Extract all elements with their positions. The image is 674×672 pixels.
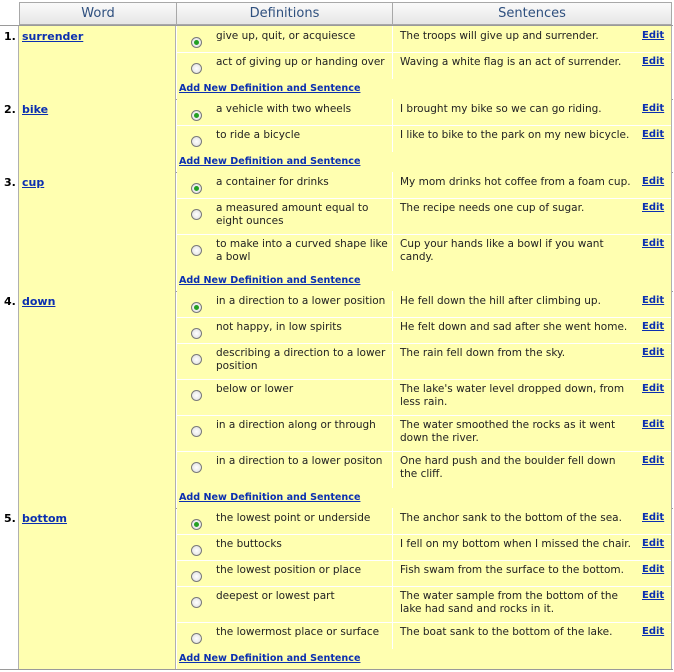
definition-text: in a direction along or through [216, 419, 376, 431]
definition-radio[interactable] [191, 37, 202, 48]
definition-separator [177, 451, 671, 452]
column-separator [392, 125, 393, 152]
add-new-definition-link[interactable]: Add New Definition and Sentence [179, 83, 361, 94]
definition-radio[interactable] [191, 63, 202, 74]
word-entry-row [0, 99, 673, 172]
definition-radio[interactable] [191, 245, 202, 256]
word-cell [19, 172, 176, 291]
definition-text: deepest or lowest part [216, 590, 335, 602]
column-header-word: Word [19, 2, 177, 25]
definition-text: to ride a bicycle [216, 129, 301, 141]
definition-text: in a direction to a lower positon [216, 455, 383, 467]
definition-text: act of giving up or handing over [216, 56, 385, 68]
word-cell [19, 99, 176, 172]
definition-separator [177, 317, 671, 318]
word-entry-row [0, 26, 673, 99]
word-cell [19, 508, 176, 669]
column-separator [392, 415, 393, 451]
column-separator [392, 52, 393, 79]
definition-radio[interactable] [191, 328, 202, 339]
column-separator [392, 622, 393, 649]
definition-radio[interactable] [191, 390, 202, 401]
column-separator [392, 379, 393, 415]
definition-text: the lowermost place or surface [216, 626, 380, 638]
edit-link[interactable]: Edit [642, 103, 665, 114]
definition-separator [177, 379, 671, 380]
definition-text: the lowest point or underside [216, 512, 371, 524]
definition-text: a container for drinks [216, 176, 329, 188]
sentence-text: Cup your hands like a bowl if you want candy. [400, 238, 604, 263]
definition-text: describing a direction to a lower position [216, 347, 386, 372]
edit-link[interactable]: Edit [642, 419, 665, 430]
definitions-cell [177, 26, 672, 99]
word-link[interactable]: bottom [22, 512, 67, 525]
column-separator [392, 343, 393, 379]
definition-radio[interactable] [191, 571, 202, 582]
definition-text: the lowest position or place [216, 564, 362, 576]
edit-link[interactable]: Edit [642, 129, 665, 140]
sentence-text: One hard push and the boulder fell down the cliff. [400, 455, 616, 480]
column-separator [392, 560, 393, 586]
definition-radio[interactable] [191, 209, 202, 220]
word-cell [19, 26, 176, 99]
sentence-text: The boat sank to the bottom of the lake. [400, 626, 613, 638]
definition-text: not happy, in low spirits [216, 321, 342, 333]
edit-link[interactable]: Edit [642, 176, 665, 187]
entry-number: 3. [0, 172, 19, 291]
column-separator [392, 451, 393, 488]
column-separator [392, 586, 393, 622]
column-separator [392, 317, 393, 343]
definition-radio[interactable] [191, 597, 202, 608]
definition-text: the buttocks [216, 538, 282, 550]
column-header-definitions: Definitions [176, 2, 393, 25]
definition-separator [177, 415, 671, 416]
column-separator [392, 291, 393, 317]
sentence-text: I like to bike to the park on my new bicycle. [400, 129, 630, 141]
definition-separator [177, 622, 671, 623]
sentence-text: Fish swam from the surface to the bottom. [400, 564, 624, 576]
definition-separator [177, 560, 671, 561]
definition-separator [177, 343, 671, 344]
column-header-sentences: Sentences [392, 2, 672, 25]
definition-text: a measured amount equal to eight ounces [216, 202, 369, 227]
column-separator [392, 234, 393, 271]
definition-radio[interactable] [191, 462, 202, 473]
definition-separator [177, 534, 671, 535]
definition-text: below or lower [216, 383, 294, 395]
definition-separator [177, 234, 671, 235]
definition-radio[interactable] [191, 519, 202, 530]
definition-text: a vehicle with two wheels [216, 103, 352, 115]
edit-link[interactable]: Edit [642, 564, 665, 575]
definition-separator [177, 586, 671, 587]
sentence-text: Waving a white flag is an act of surrender. [400, 56, 622, 68]
definition-text: to make into a curved shape like a bowl [216, 238, 388, 263]
row-border [0, 669, 673, 670]
sentence-text: The troops will give up and surrender. [400, 30, 599, 42]
sentence-text: I brought my bike so we can go riding. [400, 103, 602, 115]
column-separator [392, 26, 393, 52]
column-separator [392, 198, 393, 234]
sentence-text: The rain fell down from the sky. [400, 347, 566, 359]
sentence-text: I fell on my bottom when I missed the chair. [400, 538, 631, 550]
entry-number: 2. [0, 99, 19, 172]
definition-separator [177, 52, 671, 53]
edit-link[interactable]: Edit [642, 202, 665, 213]
definition-radio[interactable] [191, 545, 202, 556]
definition-radio[interactable] [191, 110, 202, 121]
edit-link[interactable]: Edit [642, 30, 665, 41]
edit-link[interactable]: Edit [642, 295, 665, 306]
column-separator [392, 508, 393, 534]
definition-radio[interactable] [191, 183, 202, 194]
definition-separator [177, 125, 671, 126]
row-border [0, 25, 673, 26]
definition-radio[interactable] [191, 136, 202, 147]
edit-link[interactable]: Edit [642, 538, 665, 549]
word-entry-row [0, 291, 673, 508]
definitions-cell [177, 172, 672, 291]
entry-number: 5. [0, 508, 19, 669]
edit-link[interactable]: Edit [642, 321, 665, 332]
add-new-definition-link[interactable]: Add New Definition and Sentence [179, 653, 361, 664]
sentence-text: The recipe needs one cup of sugar. [400, 202, 585, 214]
word-cell [19, 291, 176, 508]
edit-link[interactable]: Edit [642, 238, 665, 249]
definition-text: in a direction to a lower position [216, 295, 386, 307]
edit-link[interactable]: Edit [642, 56, 665, 67]
word-link[interactable]: surrender [22, 30, 84, 43]
entry-number: 1. [0, 26, 19, 99]
edit-link[interactable]: Edit [642, 626, 665, 637]
word-link[interactable]: bike [22, 103, 49, 116]
edit-link[interactable]: Edit [642, 455, 665, 466]
definition-radio[interactable] [191, 426, 202, 437]
sentence-text: He fell down the hill after climbing up. [400, 295, 601, 307]
definitions-cell [177, 99, 672, 172]
sentence-text: My mom drinks hot coffee from a foam cup. [400, 176, 631, 188]
edit-link[interactable]: Edit [642, 383, 665, 394]
definition-radio[interactable] [191, 633, 202, 644]
sentence-text: The anchor sank to the bottom of the sea. [400, 512, 622, 524]
definitions-cell [177, 291, 672, 508]
word-entry-row [0, 172, 673, 291]
add-new-definition-link[interactable]: Add New Definition and Sentence [179, 275, 361, 286]
column-separator [392, 534, 393, 560]
edit-link[interactable]: Edit [642, 512, 665, 523]
definition-radio[interactable] [191, 302, 202, 313]
definition-text: give up, quit, or acquiesce [216, 30, 356, 42]
edit-link[interactable]: Edit [642, 590, 665, 601]
word-link[interactable]: down [22, 295, 56, 308]
definitions-cell [177, 508, 672, 669]
column-separator [392, 172, 393, 198]
sentence-text: He felt down and sad after she went home. [400, 321, 628, 333]
sentence-text: The water smoothed the rocks as it went down the river. [400, 419, 616, 444]
add-new-definition-link[interactable]: Add New Definition and Sentence [179, 156, 361, 167]
word-link[interactable]: cup [22, 176, 45, 189]
word-entry-row [0, 508, 673, 669]
sentence-text: The lake's water level dropped down, from less rain. [400, 383, 625, 408]
column-separator [392, 99, 393, 125]
sentence-text: The water sample from the bottom of the lake had sand and rocks in it. [400, 590, 618, 615]
add-new-definition-link[interactable]: Add New Definition and Sentence [179, 492, 361, 503]
entry-number: 4. [0, 291, 19, 508]
edit-link[interactable]: Edit [642, 347, 665, 358]
definition-radio[interactable] [191, 354, 202, 365]
definition-separator [177, 198, 671, 199]
